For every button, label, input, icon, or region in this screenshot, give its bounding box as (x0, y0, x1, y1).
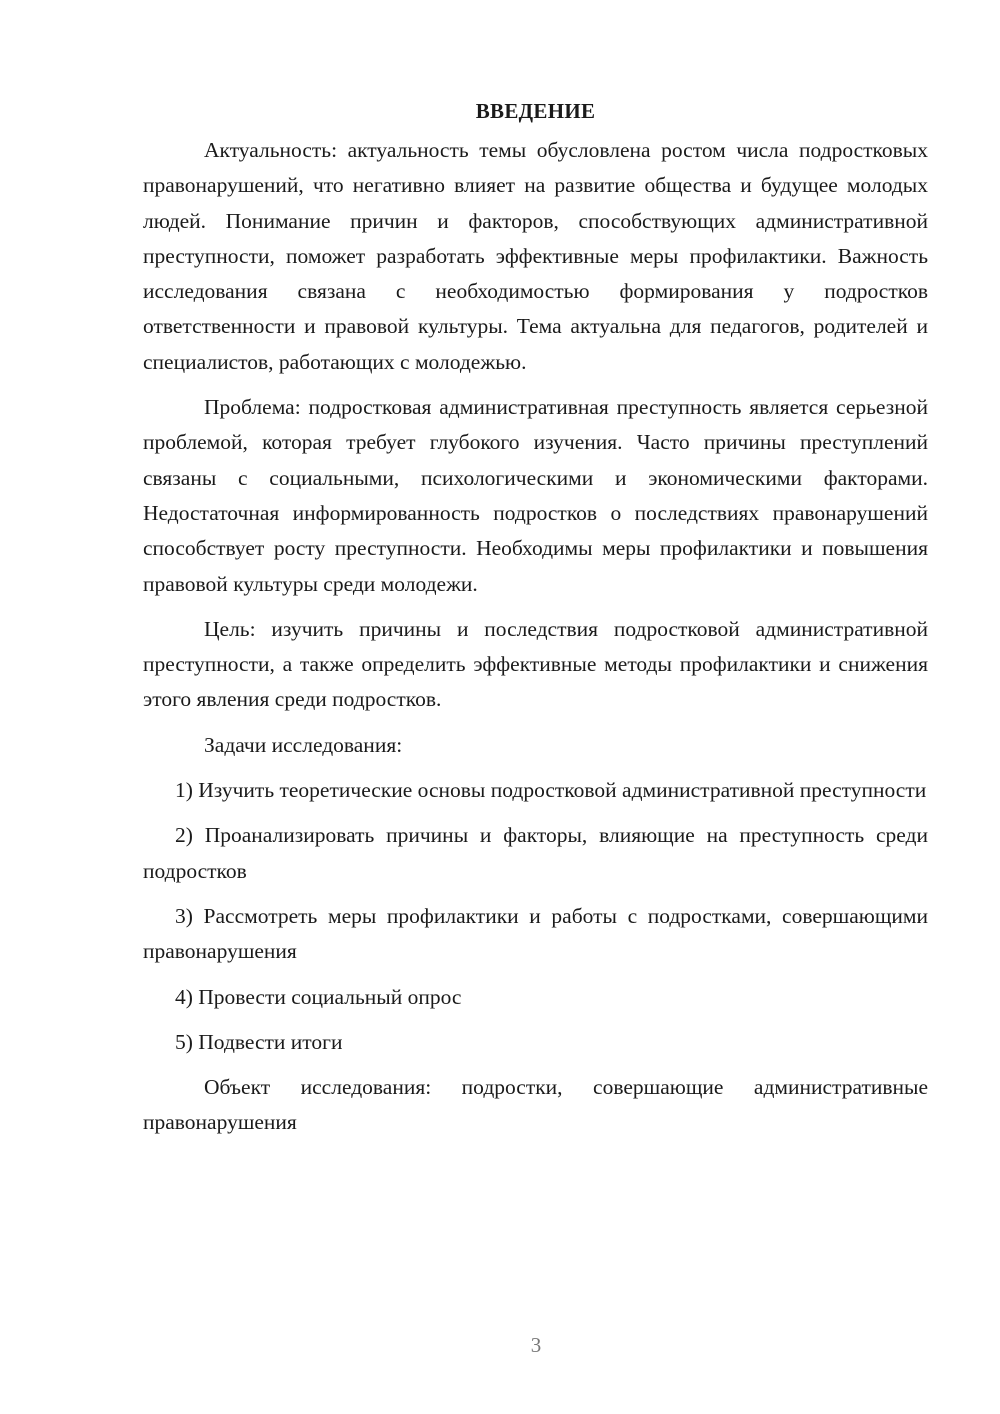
section-heading: ВВЕДЕНИЕ (475, 99, 596, 123)
task-item-4: 4) Провести социальный опрос (175, 984, 462, 1009)
task-item-1: 1) Изучить теоретические основы подростковой административной преступности (175, 778, 927, 803)
task-item-2: 2) Проанализировать причины и факторы, влияющие на преступность среди подростков (143, 823, 928, 883)
page-content (143, 94, 928, 1141)
task-item-3: 3) Рассмотреть меры профилактики и работы с подростками, совершающими правонарушения (143, 903, 928, 964)
object-paragraph: Объект исследования: подростки, совершающие административные правонарушения (143, 1075, 928, 1135)
page-number: 3 (530, 1333, 542, 1357)
goal-paragraph: Цель: изучить причины и последствия подростковой административной преступности, а также определить эффективные методы профилактики и снижения этого явления среди подростков. (143, 616, 928, 712)
task-item-5: 5) Подвести итоги (175, 1029, 343, 1054)
tasks-heading: Задачи исследования: (204, 732, 403, 757)
relevance-paragraph: Актуальность: актуальность темы обусловлена ростом числа подростковых правонарушений, что негативно влияет на развитие общества и будущее молодых людей. Понимание причин и факторов, способствующих административной преступности, поможет разработать эффективные меры профилактики. Важность исследования связана с необходимостью формирования у подростков ответственности и правовой культуры. Тема актуальна для педагогов, родителей и специалистов, работающих с молодежью. (143, 138, 928, 374)
problem-paragraph: Проблема: подростковая административная преступность является серьезной проблемой, которая требует глубокого изучения. Часто причины преступлений связаны с социальными, психологическими и экономическими факторами. Недостаточная информированность подростков о последствиях правонарушений способствует росту преступности. Необходимы меры профилактики и повышения правовой культуры среди молодежи. (143, 395, 928, 596)
